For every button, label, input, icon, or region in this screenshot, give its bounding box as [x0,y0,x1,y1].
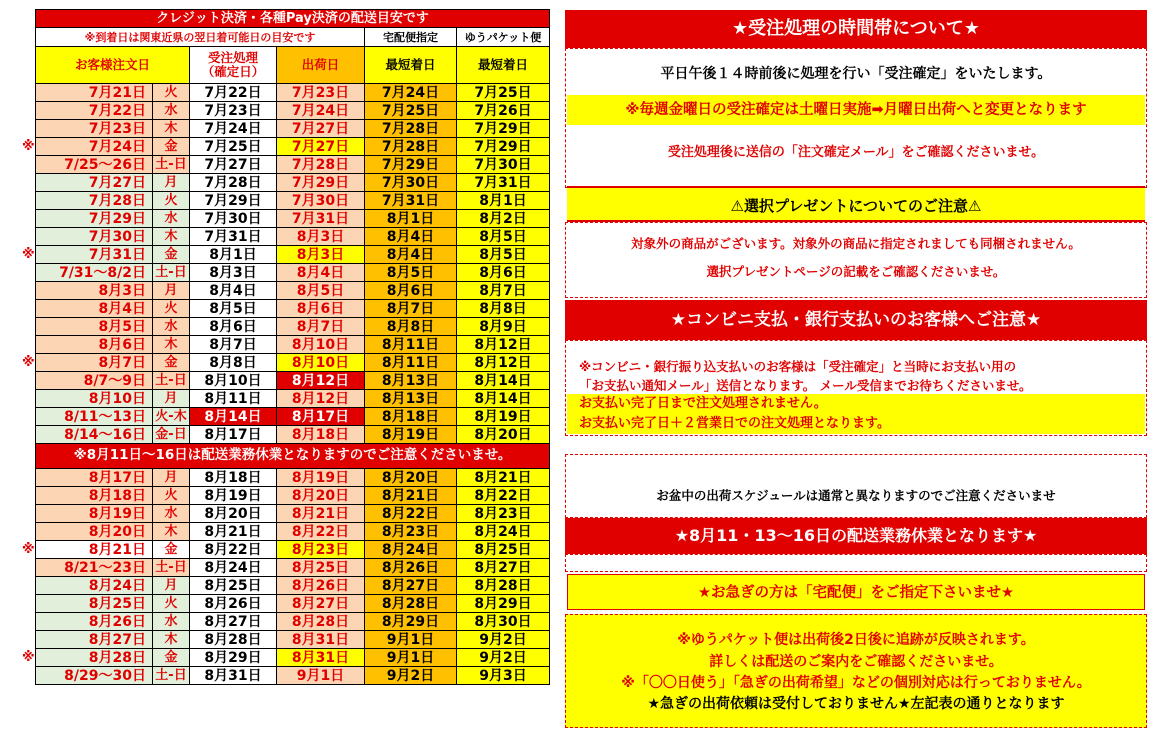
table-row [36,156,550,174]
table-row [36,426,550,444]
ship-date-cell: 8月27日 [277,595,365,613]
ship-date-cell: 7月29日 [277,174,365,192]
takuhai-arrival-cell: 8月20日 [365,469,457,487]
processing-date-cell: 7月22日 [190,84,277,102]
weekday-cell: 木 [153,631,190,649]
takuhai-arrival-cell: 8月1日 [365,210,457,228]
processing-date-cell: 8月28日 [190,631,277,649]
table-row [36,300,550,318]
obon-schedule-notice: お盆中の出荷スケジュールは通常と異なりますのでご注意くださいませ [656,488,1056,503]
yupacket-arrival-cell: 7月30日 [457,156,550,174]
weekday-cell: 金 [153,246,190,264]
ship-date-cell: 8月20日 [277,487,365,505]
takuhai-arrival-cell: 7月31日 [365,192,457,210]
takuhai-arrival-cell: 8月11日 [365,354,457,372]
convenience-line-3: お支払い完了日まで注文処理されません。 [567,394,1145,414]
yupacket-line-3: ※「〇〇日使う」「急ぎの出荷希望」などの個別対応は行っておりません。 [621,675,1091,691]
processing-date-cell: 8月19日 [190,487,277,505]
yupacket-arrival-cell: 8月25日 [457,541,550,559]
takuhai-arrival-cell: 8月18日 [365,408,457,426]
order-date-cell: 7月24日 [36,138,153,156]
weekday-cell: 火 [153,487,190,505]
friday-mark: ※ [22,138,35,154]
order-date-cell: 8月25日 [36,595,153,613]
yupacket-arrival-cell: 8月9日 [457,318,550,336]
yupacket-arrival-cell: 8月2日 [457,210,550,228]
friday-mark: ※ [22,354,35,370]
processing-date-cell: 8月4日 [190,282,277,300]
yupacket-arrival-cell: 8月20日 [457,426,550,444]
ship-date-cell: 7月31日 [277,210,365,228]
ship-date-cell: 8月6日 [277,300,365,318]
weekday-cell: 月 [153,174,190,192]
order-date-cell: 7月27日 [36,174,153,192]
takuhai-arrival-cell: 7月28日 [365,138,457,156]
takuhai-arrival-cell: 7月28日 [365,120,457,138]
weekday-cell: 金 [153,541,190,559]
processing-time-line: 平日午後１４時前後に処理を行い「受注確定」をいたします。 [660,66,1052,82]
table-row [36,192,550,210]
order-date-cell: 7月30日 [36,228,153,246]
processing-date-cell: 8月21日 [190,523,277,541]
table-row [36,577,550,595]
present-notice-title: ⚠選択プレゼントについてのご注意⚠ [567,186,1145,222]
order-date-cell: 8月10日 [36,390,153,408]
table-row [36,354,550,372]
friday-mark: ※ [22,246,35,262]
yupacket-arrival-cell: 9月3日 [457,667,550,685]
table-row [36,649,550,667]
takuhai-arrival-cell: 8月19日 [365,426,457,444]
weekday-cell: 土-日 [153,264,190,282]
convenience-line-1: ※コンビニ・銀行振り込支払いのお客様は「受注確定」と当時にお支払い用の [579,359,1017,374]
processing-date-cell: 8月5日 [190,300,277,318]
convenience-line-4: お支払い完了日＋２営業日での注文処理となります。 [567,414,1145,434]
header-earliest-yupacket: 最短着日 [457,47,550,84]
friday-notice: ※毎週金曜日の受注確定は土曜日実施➡月曜日出荷へと変更となります [567,95,1145,125]
table-row [36,210,550,228]
yupacket-arrival-cell: 8月21日 [457,469,550,487]
ship-date-cell: 8月10日 [277,354,365,372]
table-row [36,120,550,138]
table-row [36,336,550,354]
table-row [36,174,550,192]
yupacket-arrival-cell: 7月29日 [457,120,550,138]
processing-date-cell: 7月29日 [190,192,277,210]
yupacket-arrival-cell: 9月2日 [457,649,550,667]
ship-date-cell: 8月12日 [277,372,365,390]
arrival-note: ※到着日は関東近県の翌日着可能日の目安です [36,28,365,47]
header-processing-date [190,47,277,84]
order-date-cell: 8月18日 [36,487,153,505]
ship-date-cell: 8月28日 [277,613,365,631]
ship-date-cell: 8月3日 [277,246,365,264]
ship-date-cell: 8月12日 [277,390,365,408]
processing-date-cell: 8月27日 [190,613,277,631]
processing-date-cell: 8月24日 [190,559,277,577]
yupacket-arrival-cell: 8月29日 [457,595,550,613]
processing-date-cell: 8月11日 [190,390,277,408]
processing-date-cell: 8月1日 [190,246,277,264]
weekday-cell: 月 [153,577,190,595]
takuhai-arrival-cell: 7月29日 [365,156,457,174]
yupacket-arrival-cell: 7月25日 [457,84,550,102]
table-row [36,541,550,559]
weekday-cell: 火 [153,300,190,318]
order-date-cell: 8月28日 [36,649,153,667]
takuhai-arrival-cell: 7月24日 [365,84,457,102]
yupacket-arrival-cell: 8月12日 [457,336,550,354]
order-date-cell: 8/7～9日 [36,372,153,390]
yupacket-arrival-cell: 8月28日 [457,577,550,595]
order-date-cell: 8月3日 [36,282,153,300]
order-date-cell: 7月23日 [36,120,153,138]
weekday-cell: 金-日 [153,426,190,444]
weekday-cell: 火 [153,595,190,613]
ship-date-cell: 8月31日 [277,631,365,649]
ship-date-cell: 8月25日 [277,559,365,577]
takuhai-arrival-cell: 8月5日 [365,264,457,282]
weekday-cell: 火 [153,192,190,210]
ship-date-cell: 8月19日 [277,469,365,487]
yupacket-arrival-cell: 8月8日 [457,300,550,318]
weekday-cell: 水 [153,613,190,631]
processing-date-cell: 7月28日 [190,174,277,192]
processing-date-cell: 8月29日 [190,649,277,667]
table-row [36,246,550,264]
friday-mark: ※ [22,649,35,665]
takuhai-arrival-cell: 8月24日 [365,541,457,559]
processing-date-cell: 8月18日 [190,469,277,487]
takuhai-arrival-cell: 8月28日 [365,595,457,613]
yupacket-arrival-cell: 8月19日 [457,408,550,426]
takuhai-arrival-cell: 8月13日 [365,390,457,408]
yupacket-arrival-cell: 8月24日 [457,523,550,541]
convenience-payment-title: ★コンビニ支払・銀行支払いのお客様へご注意★ [565,300,1147,340]
order-date-cell: 8月20日 [36,523,153,541]
table-row [36,523,550,541]
weekday-cell: 火 [153,84,190,102]
header-order-date: お客様注文日 [36,47,190,84]
yupacket-arrival-cell: 8月6日 [457,264,550,282]
takuhai-arrival-cell: 8月23日 [365,523,457,541]
processing-date-cell: 7月25日 [190,138,277,156]
ship-date-cell: 8月31日 [277,649,365,667]
table-row [36,667,550,685]
yupacket-arrival-cell: 7月26日 [457,102,550,120]
yupacket-column-label: ゆうパケット便 [457,28,550,47]
takuhai-arrival-cell: 7月30日 [365,174,457,192]
yupacket-arrival-cell: 8月5日 [457,228,550,246]
processing-date-cell: 8月20日 [190,505,277,523]
takuhai-column-label: 宅配便指定 [365,28,457,47]
table-row [36,102,550,120]
yupacket-arrival-cell: 8月22日 [457,487,550,505]
ship-date-cell: 8月10日 [277,336,365,354]
ship-date-cell: 7月27日 [277,138,365,156]
table-row [36,469,550,487]
ship-date-cell: 8月3日 [277,228,365,246]
ship-date-cell: 8月7日 [277,318,365,336]
order-date-cell: 7/25～26日 [36,156,153,174]
weekday-cell: 火-木 [153,408,190,426]
takuhai-arrival-cell: 8月6日 [365,282,457,300]
yupacket-arrival-cell: 8月14日 [457,372,550,390]
weekday-cell: 水 [153,210,190,228]
processing-date-cell: 8月10日 [190,372,277,390]
takuhai-arrival-cell: 8月22日 [365,505,457,523]
table-row [36,372,550,390]
ship-date-cell: 8月17日 [277,408,365,426]
table-row [36,505,550,523]
processing-date-cell: 8月6日 [190,318,277,336]
takuhai-arrival-cell: 9月1日 [365,631,457,649]
order-date-cell: 8/14～16日 [36,426,153,444]
takuhai-arrival-cell: 8月4日 [365,228,457,246]
weekday-cell: 土-日 [153,559,190,577]
order-date-cell: 8月27日 [36,631,153,649]
present-notice-line-1: 対象外の商品がございます。対象外の商品に指定されましても同梱されません。 [631,236,1081,251]
ship-date-cell: 7月24日 [277,102,365,120]
obon-holiday-title: ★8月11・13～16日の配送業務休業となります★ [565,518,1147,554]
order-date-cell: 8月5日 [36,318,153,336]
weekday-cell: 月 [153,282,190,300]
weekday-cell: 月 [153,469,190,487]
order-date-cell: 8月26日 [36,613,153,631]
takuhai-arrival-cell: 9月2日 [365,667,457,685]
holiday-banner: ※8月11日～16日は配送業務休業となりますのでご注意くださいませ。 [36,444,550,469]
weekday-cell: 土-日 [153,372,190,390]
yupacket-arrival-cell: 8月12日 [457,354,550,372]
yupacket-arrival-cell: 8月30日 [457,613,550,631]
processing-date-cell: 7月31日 [190,228,277,246]
takuhai-arrival-cell: 8月7日 [365,300,457,318]
table-row [36,264,550,282]
order-date-cell: 8月24日 [36,577,153,595]
order-date-cell: 8月19日 [36,505,153,523]
order-date-cell: 8/11～13日 [36,408,153,426]
order-date-cell: 7月21日 [36,84,153,102]
takuhai-arrival-cell: 8月27日 [365,577,457,595]
takuhai-arrival-cell: 8月8日 [365,318,457,336]
weekday-cell: 金 [153,649,190,667]
header-earliest-takuhai: 最短着日 [365,47,457,84]
order-date-cell: 8月21日 [36,541,153,559]
obon-holiday-box [565,554,1147,572]
ship-date-cell: 9月1日 [277,667,365,685]
takuhai-arrival-cell: 8月29日 [365,613,457,631]
yupacket-arrival-cell: 8月5日 [457,246,550,264]
table-row [36,318,550,336]
weekday-cell: 月 [153,390,190,408]
order-date-cell: 7月31日 [36,246,153,264]
header-ship-date: 出荷日 [277,47,365,84]
table-row [36,595,550,613]
processing-date-cell: 7月27日 [190,156,277,174]
processing-time-title: ★受注処理の時間帯について★ [565,10,1147,48]
weekday-cell: 木 [153,228,190,246]
order-date-cell: 8/29～30日 [36,667,153,685]
ship-date-cell: 7月27日 [277,120,365,138]
table-row [36,631,550,649]
takuhai-arrival-cell: 8月11日 [365,336,457,354]
header-processing-label: 受注処理 [207,49,258,65]
yupacket-arrival-cell: 7月29日 [457,138,550,156]
weekday-cell: 水 [153,102,190,120]
order-date-cell: 7/31～8/2日 [36,264,153,282]
processing-date-cell: 7月30日 [190,210,277,228]
yupacket-line-4: ★急ぎの出荷依頼は受付しておりません★左記表の通りとなります [647,696,1065,712]
yupacket-arrival-cell: 8月23日 [457,505,550,523]
processing-date-cell: 8月17日 [190,426,277,444]
weekday-cell: 木 [153,120,190,138]
ship-date-cell: 8月21日 [277,505,365,523]
order-date-cell: 8月6日 [36,336,153,354]
table-row [36,84,550,102]
ship-date-cell: 8月23日 [277,541,365,559]
express-recommend-notice: ★お急ぎの方は「宅配便」をご指定下さいませ★ [567,574,1145,610]
takuhai-arrival-cell: 8月13日 [365,372,457,390]
processing-date-cell: 7月24日 [190,120,277,138]
order-date-cell: 8月7日 [36,354,153,372]
table-row [36,390,550,408]
table-row [36,228,550,246]
ship-date-cell: 8月22日 [277,523,365,541]
table-row [36,613,550,631]
order-date-cell: 7月28日 [36,192,153,210]
header-processing-sub: （確定日） [201,64,265,79]
yupacket-line-1: ※ゆうパケット便は出荷後2日後に追跡が反映されます。 [677,632,1035,648]
order-date-cell: 8/21～23日 [36,559,153,577]
takuhai-arrival-cell: 8月21日 [365,487,457,505]
processing-date-cell: 8月26日 [190,595,277,613]
ship-date-cell: 8月4日 [277,264,365,282]
processing-date-cell: 8月22日 [190,541,277,559]
yupacket-arrival-cell: 9月2日 [457,631,550,649]
yupacket-arrival-cell: 8月14日 [457,390,550,408]
yupacket-line-2: 詳しくは配送のご案内をご確認くださいませ。 [709,654,1003,670]
processing-date-cell: 8月8日 [190,354,277,372]
yupacket-arrival-cell: 7月31日 [457,174,550,192]
yupacket-arrival-cell: 8月27日 [457,559,550,577]
ship-date-cell: 8月5日 [277,282,365,300]
weekday-cell: 金 [153,354,190,372]
table-title: クレジット決済・各種Pay決済の配送目安です [36,10,550,28]
ship-date-cell: 8月18日 [277,426,365,444]
weekday-cell: 土-日 [153,156,190,174]
convenience-line-2: 「お支払い通知メール」送信となります。 メール受信までお待ちくださいませ。 [579,378,1032,393]
processing-date-cell: 8月14日 [190,408,277,426]
table-row [36,559,550,577]
present-notice-line-2: 選択プレゼントページの記載をご確認くださいませ。 [706,264,1006,279]
weekday-cell: 木 [153,523,190,541]
takuhai-arrival-cell: 7月25日 [365,102,457,120]
delivery-schedule-table [35,9,550,685]
ship-date-cell: 8月26日 [277,577,365,595]
processing-date-cell: 8月31日 [190,667,277,685]
takuhai-arrival-cell: 9月1日 [365,649,457,667]
takuhai-arrival-cell: 8月4日 [365,246,457,264]
yupacket-arrival-cell: 8月7日 [457,282,550,300]
weekday-cell: 水 [153,505,190,523]
weekday-cell: 木 [153,336,190,354]
confirm-mail-notice: 受注処理後に送信の「注文確定メール」をご確認くださいませ。 [667,145,1045,160]
takuhai-arrival-cell: 8月26日 [365,559,457,577]
table-row [36,408,550,426]
yupacket-arrival-cell: 8月1日 [457,192,550,210]
order-date-cell: 7月22日 [36,102,153,120]
weekday-cell: 金 [153,138,190,156]
table-row [36,487,550,505]
weekday-cell: 土-日 [153,667,190,685]
order-date-cell: 7月29日 [36,210,153,228]
order-date-cell: 8月17日 [36,469,153,487]
processing-date-cell: 7月23日 [190,102,277,120]
ship-date-cell: 7月28日 [277,156,365,174]
friday-mark: ※ [22,541,35,557]
order-date-cell: 8月4日 [36,300,153,318]
processing-date-cell: 8月7日 [190,336,277,354]
processing-date-cell: 8月3日 [190,264,277,282]
table-row [36,138,550,156]
weekday-cell: 水 [153,318,190,336]
ship-date-cell: 7月23日 [277,84,365,102]
table-row [36,282,550,300]
processing-date-cell: 8月25日 [190,577,277,595]
ship-date-cell: 7月30日 [277,192,365,210]
